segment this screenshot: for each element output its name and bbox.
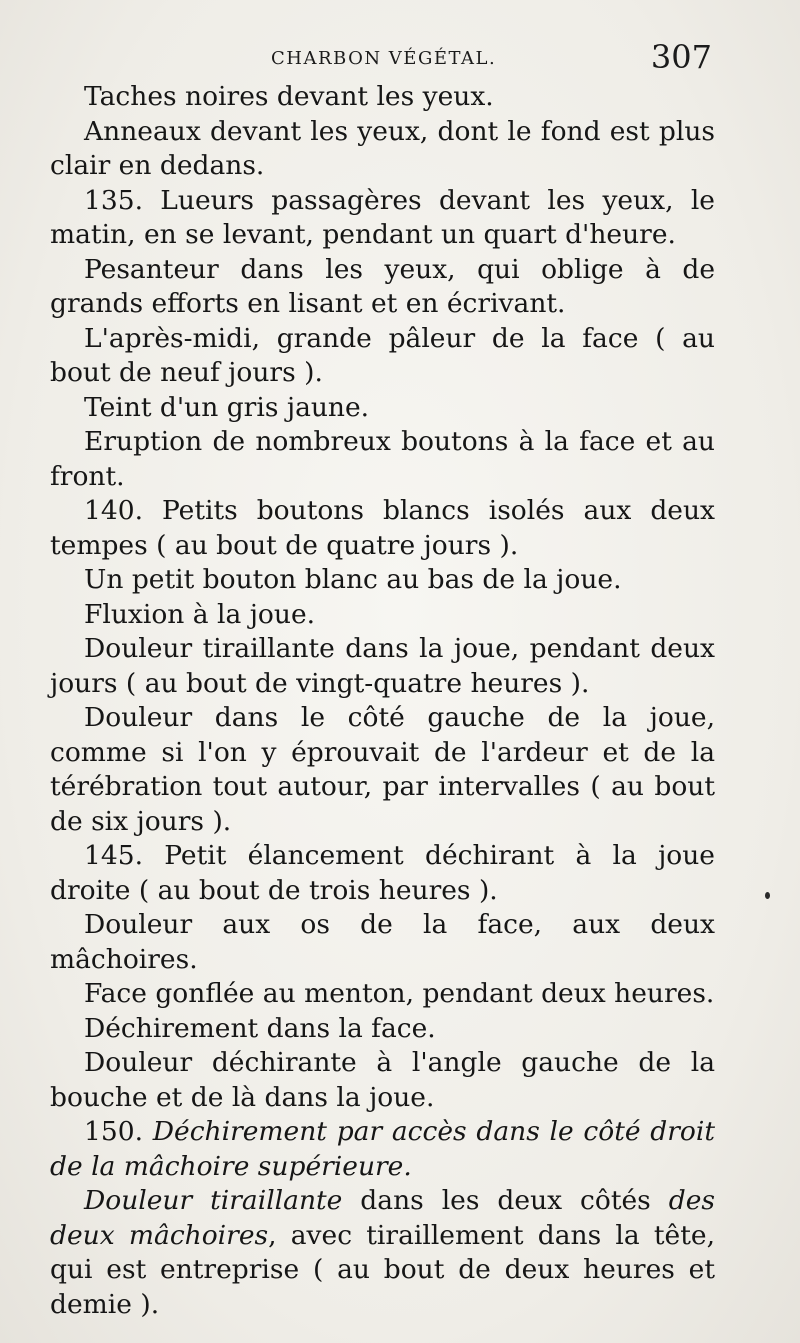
text-run: , avec tiraillement dans la tête, qui est entreprise ( au bout de deux heures et demie ). [50, 1219, 715, 1320]
paragraph: Face gonflée au menton, pendant deux heures. [84, 978, 715, 1009]
paragraph: Douleur dans le côté gauche de la joue, comme si l'on y éprouvait de l'ardeur et de la térébration tout autour, par intervalles ( au bout de six jours ). [50, 702, 715, 837]
italic-text: des deux mâchoires [50, 1185, 715, 1251]
paragraph: Déchirement dans la face. [84, 1012, 436, 1044]
paragraph-150 [50, 1115, 715, 1184]
page-header [56, 38, 712, 78]
paragraph: Eruption de nombreux boutons à la face et au front. [50, 426, 715, 492]
paragraph: Douleur tiraillante dans la joue, pendant deux jours ( au bout de vingt-quatre heures ). [50, 633, 715, 699]
paragraph: Pesanteur dans les yeux, qui oblige à de grands efforts en lisant et en écrivant. [50, 253, 715, 319]
paragraph: Douleur aux os de la face, aux deux mâchoires. [50, 909, 715, 975]
text-run: dans les deux côtés [342, 1185, 669, 1216]
ink-speck [765, 892, 770, 899]
paragraph: 135. Lueurs passagères devant les yeux, le matin, en se levant, pendant un quart d'heure. [50, 184, 715, 250]
paragraph: Taches noires devant les yeux. [84, 81, 494, 112]
running-title: CHARBON VÉGÉTAL. [271, 48, 497, 69]
paragraph-number: 150. [84, 1116, 144, 1147]
paragraph: Anneaux devant les yeux, dont le fond est plus clair en dedans. [50, 115, 715, 181]
italic-text: Douleur tiraillante [84, 1185, 343, 1216]
paragraph: Fluxion à la joue. [84, 598, 316, 630]
paragraph: Teint d'un gris jaune. [84, 391, 370, 423]
body-text [50, 80, 715, 1322]
paragraph: 140. Petits boutons blancs isolés aux deux tempes ( au bout de quatre jours ). [50, 495, 715, 561]
paragraph: Douleur déchirante à l'angle gauche de la bouche et de là dans la joue. [50, 1047, 715, 1113]
paragraph: 145. Petit élancement déchirant à la joue droite ( au bout de trois heures ). [50, 840, 715, 906]
italic-text: Déchirement par accès dans le côté droit de la mâchoire supérieure. [50, 1116, 715, 1182]
paragraph: L'après-midi, grande pâleur de la face ( au bout de neuf jours ). [50, 322, 715, 388]
paragraph: Un petit bouton blanc au bas de la joue. [84, 564, 622, 595]
paragraph-last [50, 1184, 715, 1322]
page-number: 307 [650, 38, 712, 76]
